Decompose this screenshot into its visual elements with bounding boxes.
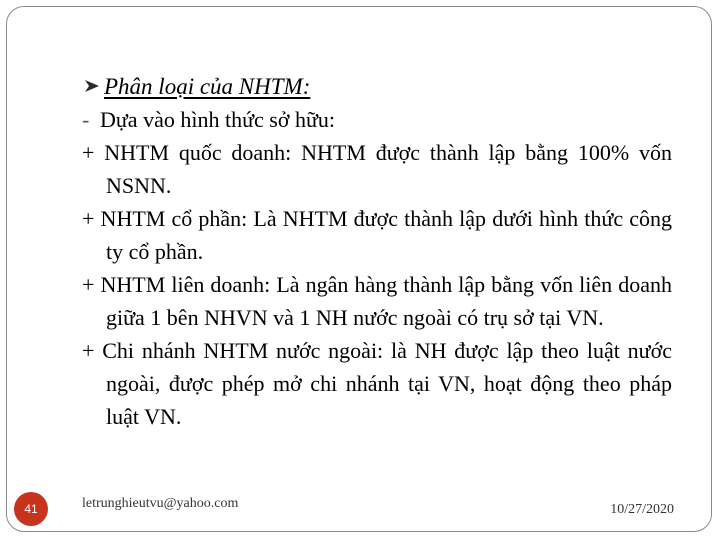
slide-content [82, 70, 672, 433]
subheading: Dựa vào hình thức sở hữu: [100, 107, 335, 132]
slide-heading: Phân loại của NHTM: [104, 74, 311, 99]
list-item-joint-stock: + NHTM cổ phần: Là NHTM được thành lập dưới hình thức công ty cổ phần. [82, 206, 672, 264]
dash-marker: - [82, 107, 90, 132]
subheading-row [82, 103, 672, 136]
list-item-foreign-branch: + Chi nhánh NHTM nước ngoài: là NH được lập theo luật nước ngoài, được phép mở chi nhánh tại VN, hoạt động theo pháp luật VN. [82, 338, 672, 429]
heading-row [82, 70, 672, 103]
arrow-bullet-icon [84, 79, 100, 93]
footer-date: 10/27/2020 [610, 502, 674, 517]
list-item-state-owned: + NHTM quốc doanh: NHTM được thành lập bằng 100% vốn NSNN. [82, 140, 672, 198]
slide-footer [0, 490, 720, 530]
page-number-badge: 41 [14, 492, 48, 526]
list-item-joint-venture: + NHTM liên doanh: Là ngân hàng thành lập bằng vốn liên doanh giữa 1 bên NHVN và 1 NH nước ngoài có trụ sở tại VN. [82, 272, 672, 330]
footer-email: letrunghieutvu@yahoo.com [82, 496, 239, 511]
